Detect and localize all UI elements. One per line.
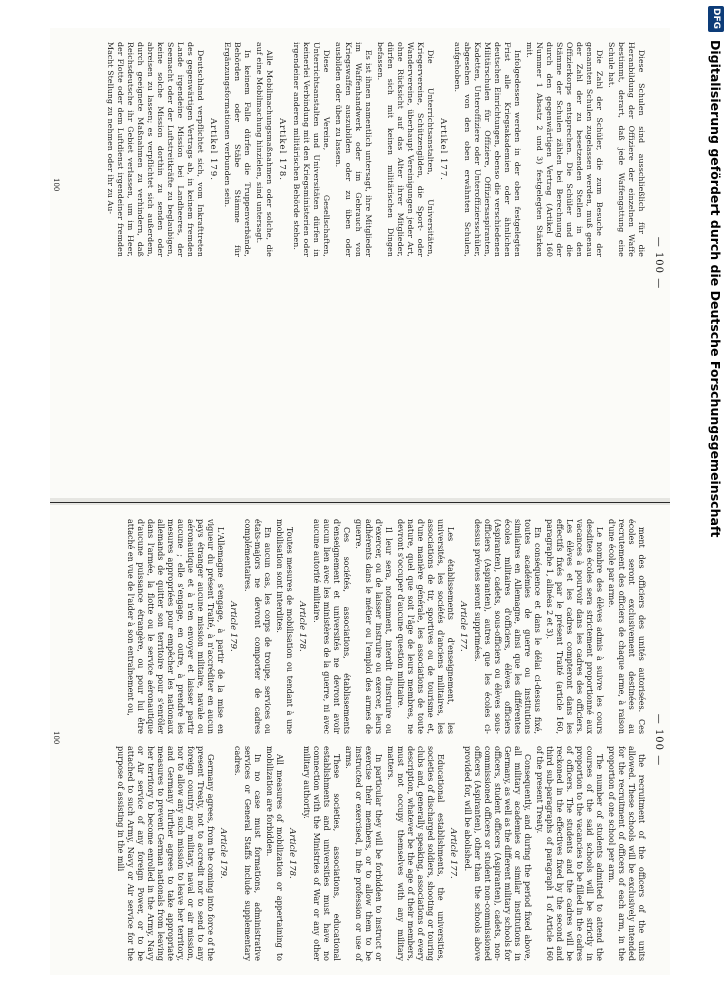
article-heading: Artikel 178. (277, 118, 287, 181)
french-english-page (50, 505, 670, 975)
article-heading: Artikel 179. (208, 118, 218, 181)
paragraph: Alle Mobilmachungsmaßnahmen oder solche, die auf eine Mobilmachung hinzielen, sind untersagt. (255, 42, 274, 257)
paragraph: En conséquence et dans le délai ci-dessus fixé, toutes académies de guerre ou institutions similaires en Allemagne, ainsi que les différentes écoles militaires d'officiers, élèves officiers (Aspiranten), cadets, sous-officiers ou élèves sous-officiers (Aspiranten), autres que les écoles ci-dessus prévues seront supprimées. (473, 519, 542, 734)
paragraph: Toutes mesures de mobilisation ou tendant à une mobilisation sont interdites. (275, 519, 294, 734)
paragraph: Die Unterrichtsanstalten, Universitäten, Kriegervereine, Schützengilden, die Sport- oder Wandervereine, überhaupt Vereinigungen jeder Art, ohne Rücksicht auf das Alter ihrer Mitglieder, dürfen sich mit keinen militärischen Dingen befassen. (376, 42, 435, 257)
paragraph: Die Zahl der Schüler, die zum Besuche der genannten Schulen zugelassen werden, muß genau der Zahl der zu besetzenden Stellen in den Offizierkorps entsprechen. Die Schüler und die Stämme der Schulen zählen bei Berechnung der durch den gegenwärtigen Vertrag (Artikel 160 Nummer 1 Absatz 2 und 3) festgelegten Stärken mit. (525, 42, 604, 257)
english-text-column (62, 746, 646, 961)
paragraph: ment des officiers des unités autorisées. Ces écoles seront exclusivement destinées au recrutement des officiers de chaque arme, à raison d'une école par arme. (607, 519, 646, 734)
french-text-column (62, 519, 646, 734)
paragraph: The number of students admitted to attend the courses of the said schools will be strictly in proportion to the vacancies to be filled in the cadres of officers. The students and the cadres will be reckoned in the effectives fixed by the second and third sub-paragraphs of paragraph 1 of Article 160 of the present Treaty. (535, 746, 604, 961)
french-footer-number: 100 (52, 731, 60, 745)
paragraph: Consequently, and during the period fixed above, all military academies or similar institutions in Germany, as well as the different military schools for officers, student officers (Aspiranten), cadets, non-commissioned officers or student non-commissioned officers (Aspiranten), other than the schools above provided for, will be abolished. (463, 746, 532, 961)
german-footer-number: 100 (52, 178, 60, 192)
paragraph: Educational establishments, the universities, societies of discharged soldiers, shooting or touring clubs and, generally speaking, associations of every description, whatever be the age of their members, must not occupy themselves with any military matters. (386, 746, 445, 961)
paragraph: In particular they will be forbidden to instruct or exercise their members, or to allow them to be instructed or exercised, in the profession or use of arms. (344, 746, 383, 961)
german-page-content (50, 28, 670, 498)
french-page-number: — 100 — (653, 713, 664, 767)
german-blank-column (62, 269, 646, 484)
german-page (50, 28, 670, 498)
paragraph: Il leur sera, notamment, interdit d'instruire ou d'exercer, ou de laisser instruire ou exercer, leurs adhérents dans le métier ou l'emploi des armes de guerre. (354, 519, 393, 734)
paragraph: the recruitment of the officers of the units allowed. These schools will be exclusively intended for the recruitment of officers of each arm, in the proportion of one school per arm. (607, 746, 646, 961)
article-heading: Article 179. (218, 828, 228, 879)
german-page-number: — 100 — (653, 236, 664, 290)
paragraph: Es ist ihnen namentlich untersagt, ihre Mitglieder im Waffenhandwerk oder im Gebrauch von Kriegswaffen auszubilden oder zu üben oder ausbilden oder üben zu lassen. (334, 42, 373, 257)
digitisation-credit: Digitalisierung gefördert durch die Deutsche Forschungsgemeinschaft (708, 40, 723, 538)
paragraph: Infolgedessen werden in der oben festgelegten Frist alle Kriegsakademien oder ähnlichen deutschen Einrichtungen, ebenso die verschiedenen Militärschulen für Offiziere, Offiziersaspiranten, Kadetten, Unteroffiziere oder Unteroffiziersschüler, abgesehen von den oben erwähnten Schulen, aufgehoben. (453, 42, 522, 257)
paragraph: These societies, associations, educational establishments and universities must have no connection with the Ministries of War or any other military authority. (302, 746, 341, 961)
article-heading: Article 179. (228, 601, 238, 652)
paragraph: L'Allemagne s'engage, à partir de la mise en vigueur du présent Traité, à n'accréditer en aucun pays étranger aucune mission militaire, navale ou aéronautique et à n'en envoyer et laisser partir aucune ; elle s'engage, en outre, à prendre les mesures appropriées pour empêcher les nationaux allemands de quitter son territoire pour s'enrôler dans l'armée, la flotte ou le service aéronautique d'aucune puissance étrangère, ou pour lui être attaché en vue de l'aider à son entraînement ou, (126, 519, 225, 734)
paragraph: In no case must formations, administrative services or General Staffs include supplementary cadres. (233, 746, 262, 961)
article-heading: Article 178. (287, 828, 297, 879)
paragraph: Le nombre des élèves admis à suivre les cours desdites écoles sera strictement proportionné aux vacances à pourvoir dans les cadres des officiers. Les élèves et les cadres compteront dans les effectifs fixés par le présent Traité (article 160, paragraphe 1, alinéas 2 et 3). (545, 519, 604, 734)
paragraph: All measures of mobilization or appertaining to mobilization are forbidden. (265, 746, 284, 961)
page-divider (50, 502, 670, 503)
paragraph: Diese Schulen sind ausschließlich für die Heranbildung der Offiziere der einzelnen Waffe bestimmt, derart, daß jede Waffengattung eine Schule hat. (607, 42, 646, 257)
french-english-page-content (50, 505, 670, 975)
article-heading: Article 178. (297, 601, 307, 652)
paragraph: Les établissements d'enseignement, les universités, les sociétés d'anciens militaires, les associations de tir, sportives ou de tourisme et, d'une manière générale, les associations de toute nature, quel que soit l'âge de leurs membres, ne devront s'occuper d'aucune question militaire. (396, 519, 455, 734)
article-heading: Article 177. (448, 828, 458, 879)
paragraph: En aucun cas, les corps de troupe, services ou états-majors ne devront comporter de cadres complémentaires. (243, 519, 272, 734)
article-heading: Artikel 177. (438, 118, 448, 181)
article-heading: Article 177. (458, 601, 468, 652)
paragraph: Germany agrees, from the coming into force of the present Treaty, not to accredit nor to send to any foreign country any military, naval or air mission, nor to allow any such mission to leave her territory, and Germany further agrees to take appropriate measures to prevent German nationals from leaving her territory to become enrolled in the Army, Navy or Air service of any foreign Power, or to be attached to such Army, Navy or Air service for the purpose of assisting in the mili (116, 746, 215, 961)
dfg-logo: DFG (708, 6, 724, 32)
paragraph: In keinem Falle dürfen die Truppenverbände, Behörden oder Stäbe Stämme für Ergänzungsformationen verbunden sein. (223, 42, 252, 257)
german-text-column (62, 42, 646, 257)
paragraph: Deutschland verpflichtet sich, vom Inkrafttreten des gegenwärtigen Vertrags ab, in keinem fremden Lande irgendeine Mission bei Landheeres, der Seemacht oder der Luftstreitkräfte zu beglaubigen, keine solche Mission dorthin zu senden oder abreisen zu lassen; es verpflichtet sich außerdem, durch geeignete Maßnahmen zu verhindern, daß Reichsdeutsche ihr Gebiet verlassen, um im Heer, der Flotte oder dem Luftdienst irgendeiner fremden Macht Stellung zu nehmen oder ihr zu Au- (106, 42, 205, 257)
paragraph: Diese Vereine, Gesellschaften, Unterrichtsanstalten und Universitäten dürfen in keinerlei Verbindung mit den Kriegsministerien oder irgendeiner anderen militärischen Behörde stehen. (292, 42, 331, 257)
paragraph: Ces sociétés, associations, établissements d'enseignement et universités ne devront avoir aucun lien avec les ministères de la guerre, ni avec aucune autorité militaire. (312, 519, 351, 734)
credit-band (705, 0, 727, 1000)
